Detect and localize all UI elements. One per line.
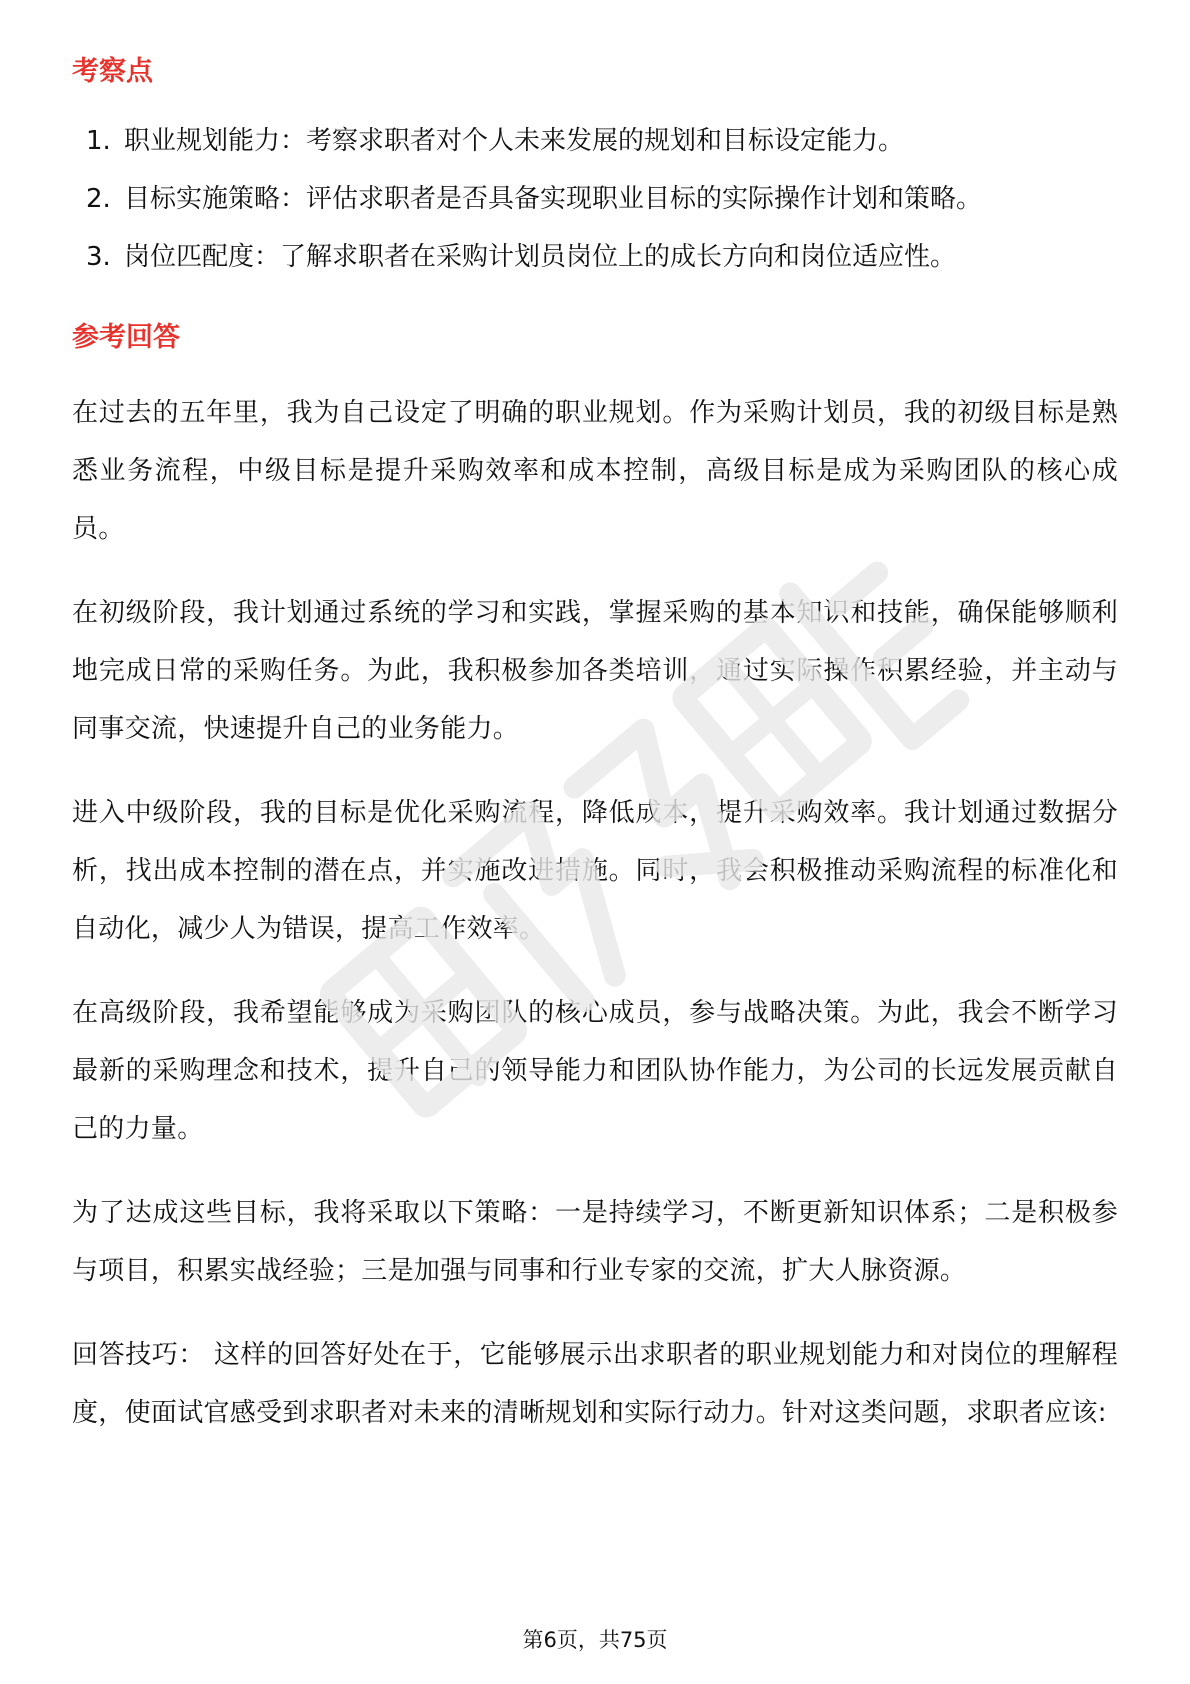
answer-paragraph: 在初级阶段，我计划通过系统的学习和实践，掌握采购的基本知识和技能，确保能够顺利地完成日常的采购任务。为此，我积极参加各类培训，通过实际操作积累经验，并主动与同事交流，快速提升自己的业务能力。 (72, 598, 1118, 744)
list-item-text: 岗位匹配度：了解求职者在采购计划员岗位上的成长方向和岗位适应性。 (124, 242, 957, 272)
criteria-list (72, 122, 1118, 296)
section-heading-answer: 参考回答 (72, 322, 180, 353)
list-item-number: 2. (86, 184, 111, 214)
answer-body (72, 384, 1118, 1468)
list-item (72, 238, 1118, 296)
answer-paragraph: 为了达成这些目标，我将采取以下策略：一是持续学习，不断更新知识体系；二是积极参与项目，积累实战经验；三是加强与同事和行业专家的交流，扩大人脉资源。 (72, 1198, 1118, 1286)
answer-paragraph: 进入中级阶段，我的目标是优化采购流程，降低成本，提升采购效率。我计划通过数据分析，找出成本控制的潜在点，并实施改进措施。同时，我会积极推动采购流程的标准化和自动化，减少人为错误，提高工作效率。 (72, 798, 1118, 944)
page-footer: 第6页，共75页 (522, 1628, 668, 1652)
list-item-text: 职业规划能力：考察求职者对个人未来发展的规划和目标设定能力。 (124, 126, 905, 156)
list-item (72, 180, 1118, 238)
list-item-text: 目标实施策略：评估求职者是否具备实现职业目标的实际操作计划和策略。 (124, 184, 983, 214)
answer-paragraph: 在过去的五年里，我为自己设定了明确的职业规划。作为采购计划员，我的初级目标是熟悉业务流程，中级目标是提升采购效率和成本控制，高级目标是成为采购团队的核心成员。 (72, 398, 1118, 544)
tips-paragraph: 回答技巧： 这样的回答好处在于，它能够展示出求职者的职业规划能力和对岗位的理解程度，使面试官感受到求职者对未来的清晰规划和实际行动力。针对这类问题，求职者应该: (72, 1340, 1118, 1428)
section-heading-points: 考察点 (72, 56, 153, 87)
answer-paragraph: 在高级阶段，我希望能够成为采购团队的核心成员，参与战略决策。为此，我会不断学习最新的采购理念和技术，提升自己的领导能力和团队协作能力，为公司的长远发展贡献自己的力量。 (72, 998, 1118, 1144)
list-item-number: 3. (86, 242, 111, 272)
list-item (72, 122, 1118, 180)
list-item-number: 1. (86, 126, 111, 156)
